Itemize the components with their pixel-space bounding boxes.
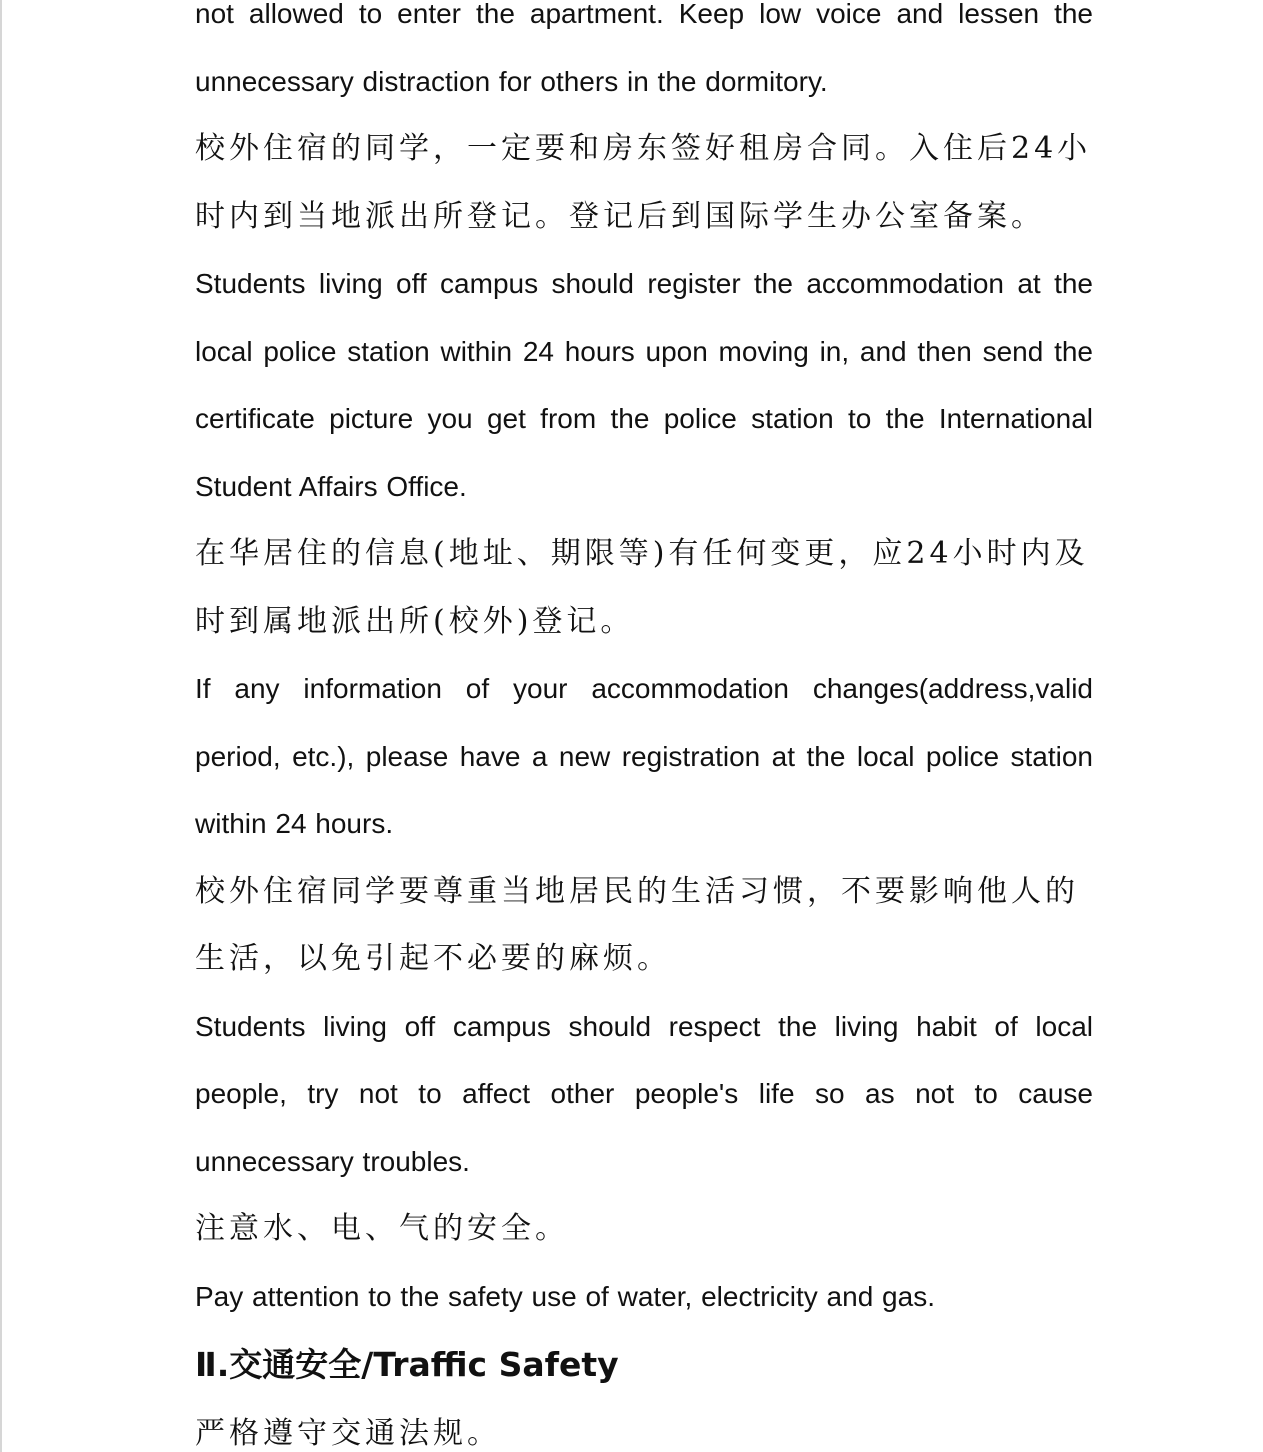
paragraph-en-off-campus-registration: Students living off campus should register the accommodation at the local police station within 24 hours upon moving in, and then send the certificate picture you get from the police station to the International Student Affairs Office. — [195, 268, 1093, 502]
paragraph-zh-utility-safety: 注意水、电、气的安全。 — [195, 1211, 569, 1246]
paragraph-en-dormitory-rules: not allowed to enter the apartment. Keep low voice and lessen the unnecessary distraction for others in the dormitory. — [195, 0, 1093, 97]
paragraph-en-info-change: If any information of your accommodation changes(address,valid period, etc.), please have a new registration at the local police station within 24 hours. — [195, 673, 1093, 839]
document-body — [195, 0, 1093, 1452]
paragraph-en-utility-safety: Pay attention to the safety use of water, electricity and gas. — [195, 1280, 935, 1312]
paragraph-zh-off-campus-contract: 校外住宿的同学，一定要和房东签好租房合同。入住后24小时内到当地派出所登记。登记后到国际学生办公室备案。 — [195, 131, 1092, 234]
page-edge-divider — [0, 0, 2, 1452]
paragraph-zh-respect-residents: 校外住宿同学要尊重当地居民的生活习惯，不要影响他人的生活，以免引起不必要的麻烦。 — [195, 873, 1079, 976]
paragraph-zh-info-change: 在华居住的信息(地址、期限等)有任何变更，应24小时内及时到属地派出所(校外)登记。 — [195, 536, 1089, 639]
paragraph-en-respect-residents: Students living off campus should respect the living habit of local people, try not to affect other people's life so as not to cause unnecessary troubles. — [195, 1010, 1093, 1177]
paragraph-zh-traffic-rules: 严格遵守交通法规。 — [195, 1416, 501, 1451]
section-heading-traffic-safety: Ⅱ.交通安全/Traffic Safety — [195, 1345, 619, 1384]
